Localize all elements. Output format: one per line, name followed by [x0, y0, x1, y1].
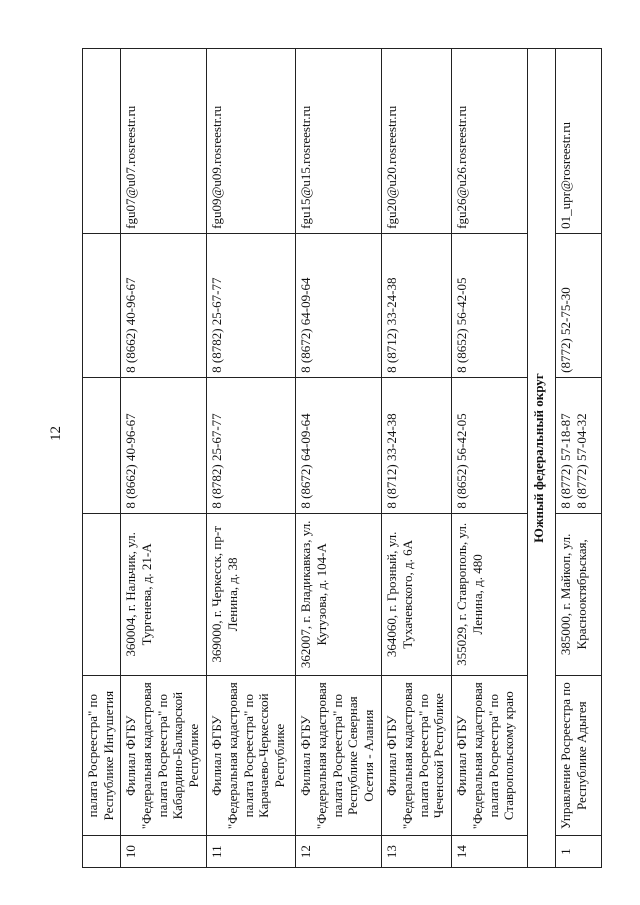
table-row — [120, 49, 206, 868]
phone-secondary — [83, 233, 121, 377]
phone-primary: 8 (8662) 40-96-67 — [120, 377, 206, 513]
organization-name: палата Росреестра" по Республике Ингушетия — [83, 676, 121, 836]
organization-name: Управление Росреестра по Республике Адыгея — [555, 676, 601, 836]
table-row — [451, 49, 528, 868]
email: 01_upr@rosreestr.ru — [555, 49, 601, 234]
email: fgu26@u26.rosreestr.ru — [451, 49, 528, 234]
organization-name: Филиал ФГБУ "Федеральная кадастровая палата Росреестра" по Республике Северная Осетия - Алания — [295, 676, 381, 836]
phone-secondary: 8 (8662) 40-96-67 — [120, 233, 206, 377]
phone-secondary: 8 (8652) 56-42-05 — [451, 233, 528, 377]
phone-primary: 8 (8782) 25-67-77 — [206, 377, 295, 513]
table-row — [555, 49, 601, 868]
phone-primary: 8 (8652) 56-42-05 — [451, 377, 528, 513]
page-number: 12 — [48, 426, 64, 441]
phone-secondary: (8772) 52-75-30 — [555, 233, 601, 377]
phone-secondary: 8 (8672) 64-09-64 — [295, 233, 381, 377]
address — [83, 513, 121, 675]
table-row — [83, 49, 121, 868]
row-number: 13 — [381, 836, 451, 868]
phone-primary: 8 (8672) 64-09-64 — [295, 377, 381, 513]
table-row — [295, 49, 381, 868]
email: fgu07@u07.rosreestr.ru — [120, 49, 206, 234]
address: 360004, г. Нальчик, ул. Тургенева, д. 21-А — [120, 513, 206, 675]
table-row — [206, 49, 295, 868]
row-number: 1 — [555, 836, 601, 868]
row-number: 10 — [120, 836, 206, 868]
organization-name: Филиал ФГБУ "Федеральная кадастровая палата Росреестра" по Кабардино-Балкарской Республике — [120, 676, 206, 836]
email: fgu20@u20.rosreestr.ru — [381, 49, 451, 234]
address: 364060, г. Грозный, ул. Тухачевского, д. 6А — [381, 513, 451, 675]
organization-name: Филиал ФГБУ "Федеральная кадастровая палата Росреестра" по Ставропольскому краю — [451, 676, 528, 836]
phone-secondary: 8 (8782) 25-67-77 — [206, 233, 295, 377]
address: 369000, г. Черкесск, пр-т Ленина, д. 38 — [206, 513, 295, 675]
address: 362007, г. Владикавказ, ул. Кутузова, д. 104-А — [295, 513, 381, 675]
phone-primary-line-1: 8 (8772) 57-18-87 — [557, 413, 573, 509]
address: 385000, г. Майкоп, ул. Краснооктябрьская, — [555, 513, 601, 675]
district-row — [528, 49, 556, 868]
phone-primary: 8 (8712) 33-24-38 — [381, 377, 451, 513]
phone-primary — [555, 377, 601, 513]
email: fgu09@u09.rosreestr.ru — [206, 49, 295, 234]
phone-primary — [83, 377, 121, 513]
registry-table — [82, 48, 602, 868]
phone-secondary: 8 (8712) 33-24-38 — [381, 233, 451, 377]
phone-primary-line-2: 8 (8772) 57-04-32 — [573, 413, 589, 509]
email — [83, 49, 121, 234]
email: fgu15@u15.rosreestr.ru — [295, 49, 381, 234]
row-number: 12 — [295, 836, 381, 868]
row-number — [83, 836, 121, 868]
address: 355029, г. Ставрополь, ул. Ленина, д. 480 — [451, 513, 528, 675]
organization-name: Филиал ФГБУ "Федеральная кадастровая палата Росреестра" по Чеченской Республике — [381, 676, 451, 836]
organization-name: Филиал ФГБУ "Федеральная кадастровая палата Росреестра" по Карачаево-Черкесской Республике — [206, 676, 295, 836]
row-number: 14 — [451, 836, 528, 868]
district-title: Южный федеральный округ — [528, 49, 556, 868]
row-number: 11 — [206, 836, 295, 868]
table-row — [381, 49, 451, 868]
registry-table-rotated — [82, 48, 602, 868]
